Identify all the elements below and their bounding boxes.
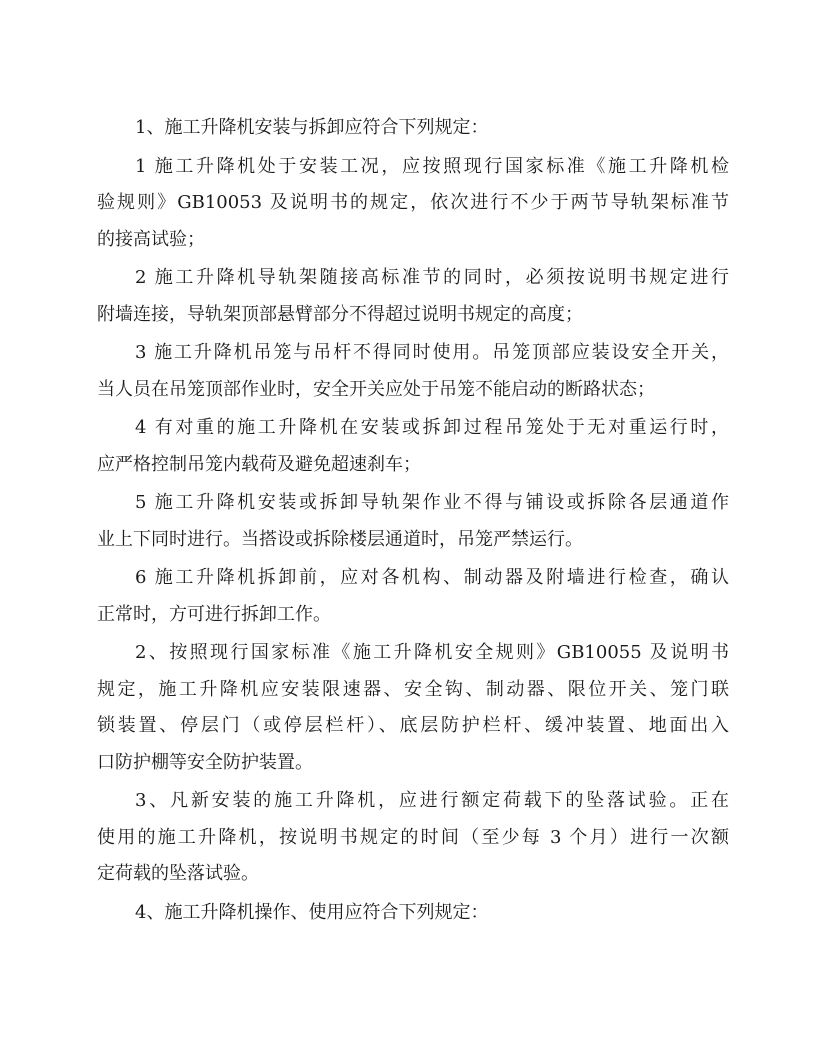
paragraph [97,260,729,333]
text-line: 正常时，方可进行拆卸工作。 [97,603,331,625]
text-line: 2 施工升降机导轨架随接高标准节的同时，必须按说明书规定进行 [135,267,729,288]
text-line: 1 施工升降机处于安装工况，应按照现行国家标准《施工升降机检 [135,155,729,177]
text-line: 口防护棚等安全防护装置。 [97,751,313,773]
text-line: 5 施工升降机安装或拆卸导轨架作业不得与铺设或拆除各层通道作 [135,492,729,513]
text-line: 使用的施工升降机，按说明书规定的时间（至少每 3 个月）进行一次额 [97,826,729,848]
text-line: 业上下同时进行。当搭设或拆除楼层通道时，吊笼严禁运行。 [97,528,583,550]
paragraph [97,895,729,932]
text-line: 1、施工升降机安装与拆卸应符合下列规定： [135,117,489,138]
text-line: 4、施工升降机操作、使用应符合下列规定： [135,901,489,923]
text-line: 锁装置、停层门（或停层栏杆）、底层防护栏杆、缓冲装置、地面出入 [97,715,729,736]
text-line: 附墙连接，导轨架顶部悬臂部分不得超过说明书规定的高度； [97,303,583,325]
text-line: 规定，施工升降机应安装限速器、安全钩、制动器、限位开关、笼门联 [97,678,729,700]
text-line: 应严格控制吊笼内载荷及避免超速刹车； [97,453,421,475]
text-line: 6 施工升降机拆卸前，应对各机构、制动器及附墙进行检查，确认 [135,567,729,588]
text-line: 4 有对重的施工升降机在安装或拆卸过程吊笼处于无对重运行时， [135,417,729,438]
paragraph [97,783,729,893]
text-line: 3 施工升降机吊笼与吊杆不得同时使用。吊笼顶部应装设安全开关， [135,342,729,363]
paragraph [97,335,729,408]
text-line: 当人员在吊笼顶部作业时，安全开关应处于吊笼不能启动的断路状态； [97,378,655,400]
paragraph [97,149,729,259]
document-page [97,110,729,933]
text-line: 验规则》GB10053 及说明书的规定，依次进行不少于两节导轨架标准节 [97,192,729,213]
text-line: 3、凡新安装的施工升降机，应进行额定荷载下的坠落试验。正在 [135,790,729,811]
paragraph [97,485,729,558]
text-line: 的接高试验； [97,228,205,250]
paragraph [97,410,729,483]
paragraph [97,635,729,781]
text-line: 2、按照现行国家标准《施工升降机安全规则》GB10055 及说明书 [135,642,729,663]
paragraph [97,110,729,147]
text-line: 定荷载的坠落试验。 [97,863,259,884]
paragraph [97,560,729,633]
